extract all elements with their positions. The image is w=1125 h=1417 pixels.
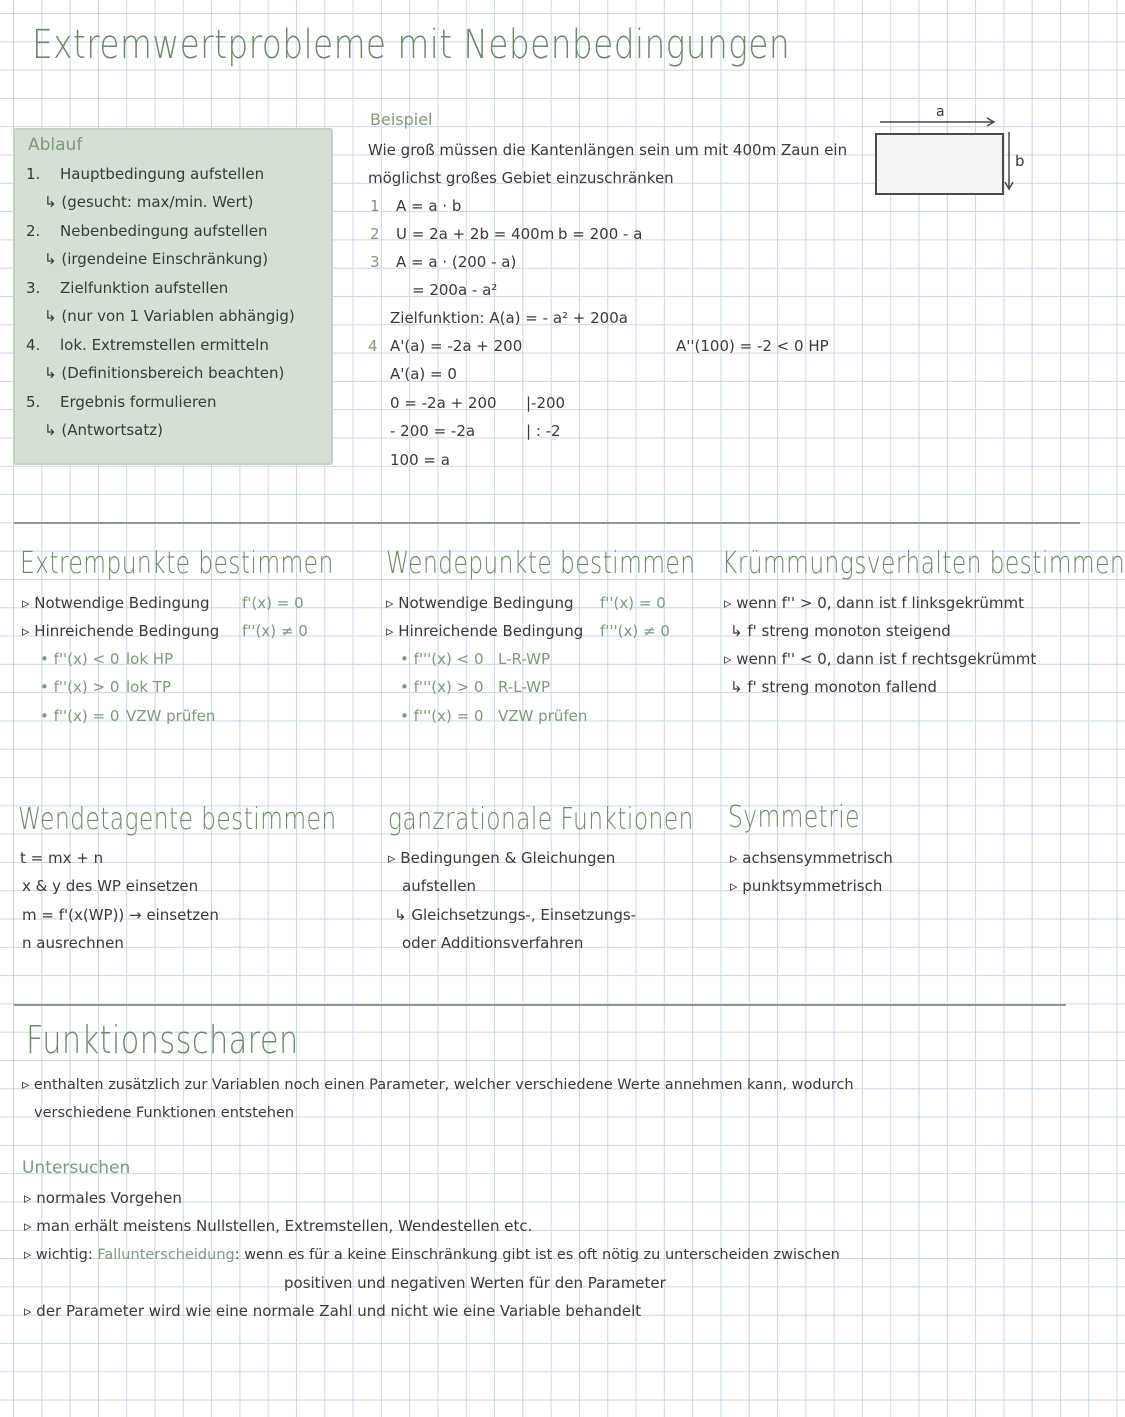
wendepunkte-line: ▹ Hinreichende Bedingung — [386, 622, 584, 640]
untersuchen-line: ▹ man erhält meistens Nullstellen, Extremstellen, Wendestellen etc. — [24, 1217, 533, 1235]
untersuchen-heading: Untersuchen — [22, 1158, 131, 1178]
untersuchen-line: ▹ normales Vorgehen — [24, 1189, 182, 1207]
extrempunkte-title: Extrempunkte bestimmen — [20, 546, 334, 581]
beispiel-line: b = 200 - a — [558, 225, 643, 243]
wendepunkte-case: • f'''(x) > 0 — [400, 678, 484, 696]
wendepunkte-result: R-L-WP — [498, 678, 551, 696]
wendepunkte-result: VZW prüfen — [498, 707, 588, 725]
symmetrie-title: Symmetrie — [728, 800, 860, 835]
extrempunkte-result: lok TP — [126, 678, 172, 696]
wendepunkte-title: Wendepunkte bestimmen — [386, 546, 696, 581]
beispiel-step-number: 1 — [370, 197, 380, 215]
ganzrational-line: oder Additionsverfahren — [402, 934, 584, 952]
funktionsscharen-line: verschiedene Funktionen entstehen — [34, 1105, 295, 1121]
ganzrational-line: ▹ Bedingungen & Gleichungen — [388, 849, 616, 867]
untersuchen-line: ▹ wichtig: Fallunterscheidung: wenn es für a keine Einschränkung gibt ist es oft nötig zu unterscheiden zwischen — [24, 1247, 840, 1263]
extrempunkte-result: lok HP — [126, 650, 174, 668]
beispiel-line: A = a · b — [396, 197, 462, 215]
extrempunkte-line: ▹ Notwendige Bedingung — [22, 594, 210, 612]
beispiel-line: 100 = a — [390, 451, 450, 469]
extrempunkte-line: ▹ Hinreichende Bedingung — [22, 622, 220, 640]
beispiel-step-number: 3 — [370, 253, 380, 271]
untersuchen-line: positiven und negativen Werten für den Parameter — [284, 1274, 666, 1292]
wendetangente-line: x & y des WP einsetzen — [22, 877, 199, 895]
rectangle-label-a: a — [936, 104, 945, 120]
kruemmung-line: ▹ wenn f'' > 0, dann ist f linksgekrümmt — [724, 594, 1025, 612]
extrempunkte-case: • f''(x) > 0 — [40, 678, 120, 696]
beispiel-line: A = a · (200 - a) — [396, 253, 517, 271]
beispiel-line: |-200 — [526, 394, 566, 412]
beispiel-step-number: 2 — [370, 225, 380, 243]
wendetangente-line: n ausrechnen — [22, 934, 124, 952]
wendetangente-line: t = mx + n — [20, 849, 104, 867]
page-title: Extremwertprobleme mit Nebenbedingungen — [32, 22, 791, 68]
rectangle-arrows — [875, 104, 1025, 199]
ganzrational-line: ↳ Gleichsetzungs-, Einsetzungs- — [394, 906, 637, 924]
wendepunkte-condition: f'''(x) ≠ 0 — [600, 622, 670, 640]
section-divider — [14, 522, 1080, 524]
fallunterscheidung-highlight: Fallunterscheidung — [97, 1247, 235, 1263]
beispiel-line: 0 = -2a + 200 — [390, 394, 497, 412]
beispiel-heading: Beispiel — [370, 110, 433, 129]
extrempunkte-condition: f''(x) ≠ 0 — [242, 622, 308, 640]
extrempunkte-condition: f'(x) = 0 — [242, 594, 304, 612]
beispiel-line: A'(a) = 0 — [390, 365, 457, 383]
beispiel-line: A'(a) = -2a + 200 — [390, 337, 523, 355]
ganzrational-title: ganzrationale Funktionen — [388, 802, 694, 837]
beispiel-line: - 200 = -2a — [390, 422, 476, 440]
wendetangente-title: Wendetagente bestimmen — [18, 802, 337, 837]
extrempunkte-case: • f''(x) < 0 — [40, 650, 120, 668]
beispiel-line: | : -2 — [526, 422, 561, 440]
extrempunkte-case: • f''(x) = 0 — [40, 707, 120, 725]
symmetrie-line: ▹ achsensymmetrisch — [730, 849, 893, 867]
wendetangente-line: m = f'(x(WP)) → einsetzen — [22, 906, 219, 924]
beispiel-line: U = 2a + 2b = 400m — [396, 225, 555, 243]
untersuchen-line: ▹ der Parameter wird wie eine normale Zahl und nicht wie eine Variable behandelt — [24, 1302, 642, 1320]
kruemmung-line: ↳ f' streng monoton steigend — [730, 622, 951, 640]
wendepunkte-case: • f'''(x) = 0 — [400, 707, 484, 725]
funktionsscharen-title: Funktionsscharen — [26, 1018, 299, 1062]
wendepunkte-line: ▹ Notwendige Bedingung — [386, 594, 574, 612]
beispiel-line: A''(100) = -2 < 0 HP — [676, 337, 829, 355]
wendepunkte-case: • f'''(x) < 0 — [400, 650, 484, 668]
wendepunkte-condition: f''(x) = 0 — [600, 594, 666, 612]
kruemmung-title: Krümmungsverhalten bestimmen — [722, 546, 1125, 581]
ganzrational-line: aufstellen — [402, 877, 476, 895]
funktionsscharen-line: ▹ enthalten zusätzlich zur Variablen noch einen Parameter, welcher verschiedene Werte annehmen kann, wodurch — [22, 1077, 854, 1093]
beispiel-step-number: 4 — [368, 337, 378, 355]
symmetrie-line: ▹ punktsymmetrisch — [730, 877, 883, 895]
extrempunkte-result: VZW prüfen — [126, 707, 216, 725]
kruemmung-line: ↳ f' streng monoton fallend — [730, 678, 937, 696]
wendepunkte-result: L-R-WP — [498, 650, 551, 668]
rectangle-label-b: b — [1015, 152, 1025, 170]
beispiel-question-2: möglichst großes Gebiet einzuschränken — [368, 169, 674, 187]
ablauf-heading: Ablauf — [28, 135, 83, 155]
beispiel-line: = 200a - a² — [412, 281, 498, 299]
section-divider — [14, 1004, 1066, 1006]
kruemmung-line: ▹ wenn f'' < 0, dann ist f rechtsgekrümmt — [724, 650, 1037, 668]
beispiel-question-1: Wie groß müssen die Kantenlängen sein um mit 400m Zaun ein — [368, 141, 848, 159]
beispiel-line: Zielfunktion: A(a) = - a² + 200a — [390, 309, 628, 327]
